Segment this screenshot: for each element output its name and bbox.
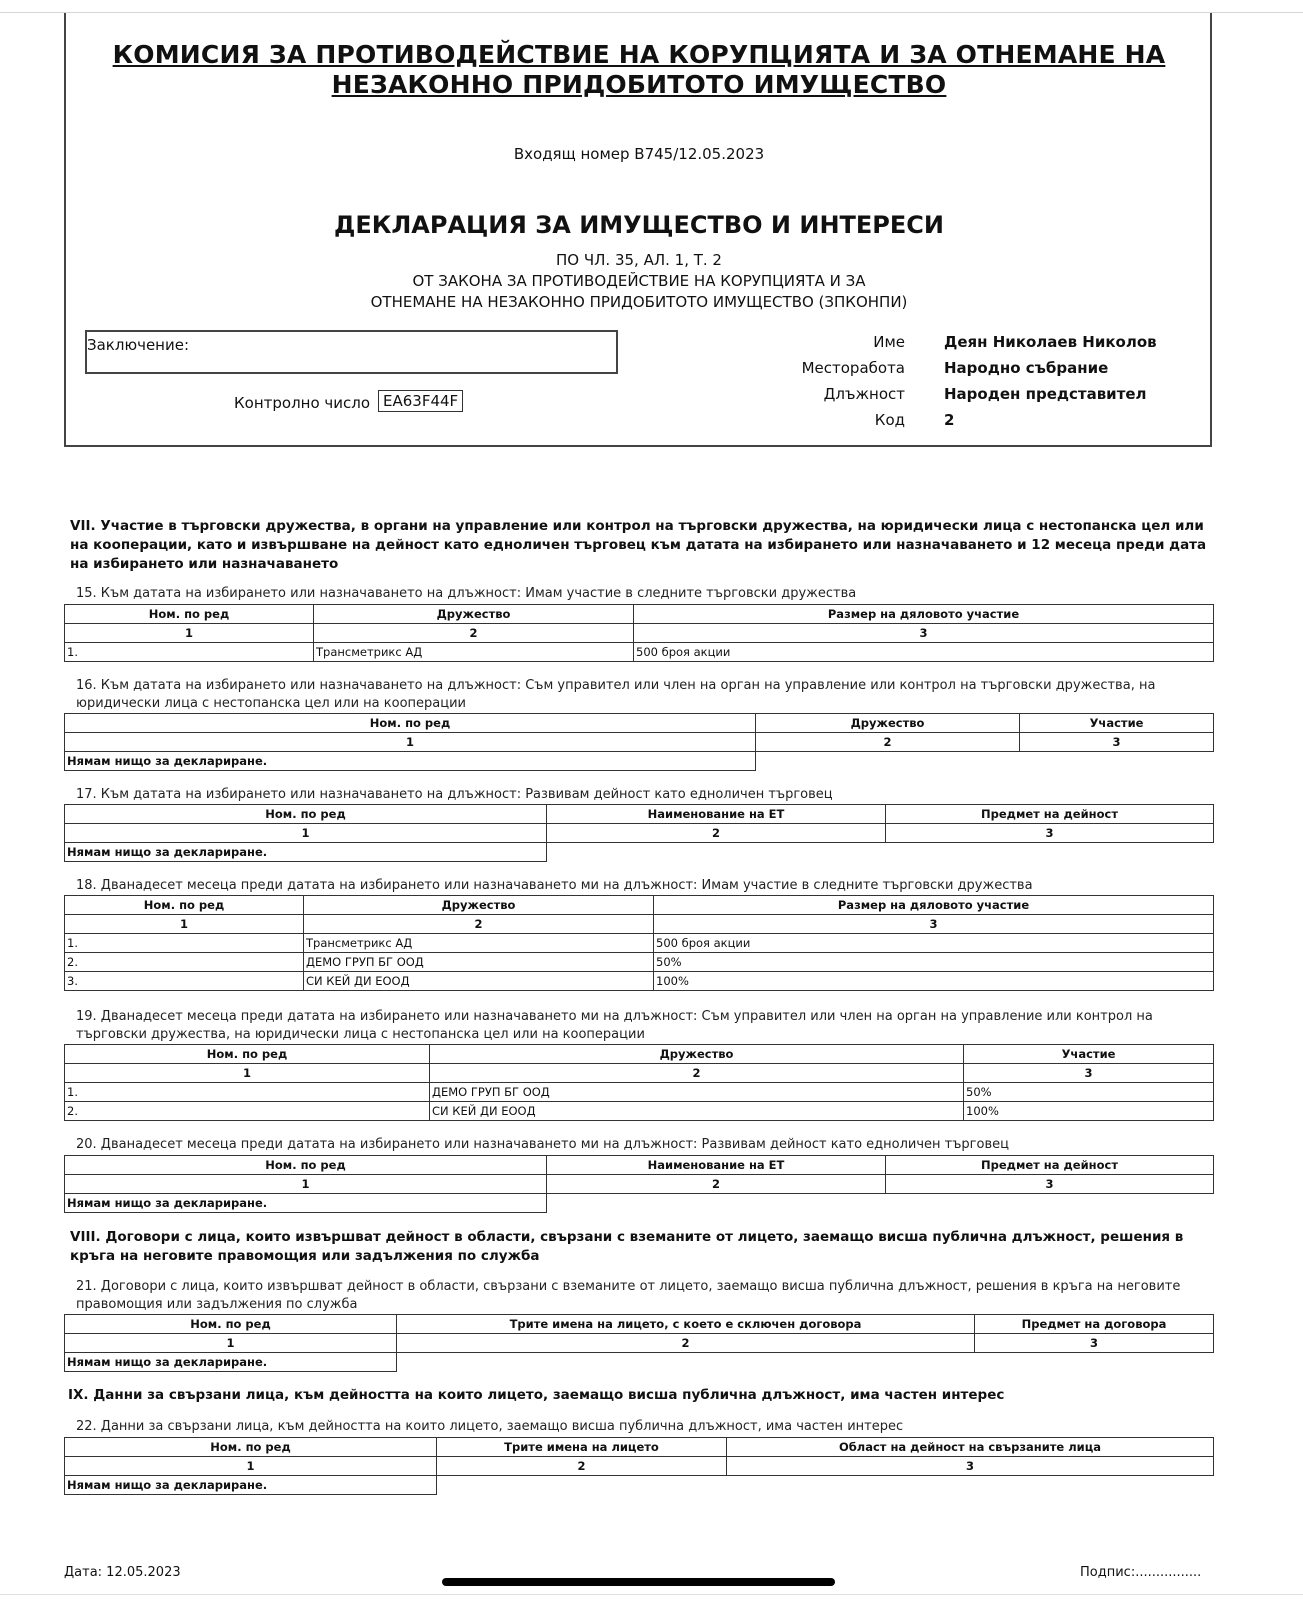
nothing-to-declare: Нямам нищо за деклариране. [65,1353,397,1372]
column-number: 2 [304,915,654,934]
share-cell: 500 броя акции [634,643,1214,662]
code-label: Код [874,411,905,429]
table-row [65,1353,1214,1372]
header-cell: Предмет на дейност [886,1156,1214,1175]
table-18 [64,895,1214,991]
org-title-line-2: НЕЗАКОННО ПРИДОБИТОТО ИМУЩЕСТВО [331,70,947,99]
name-value: Деян Николаев Николов [944,333,1157,351]
empty-cell [886,1194,1214,1213]
control-number-value: EA63F44F [378,390,463,412]
header-cell: Трите имена на лицето [437,1438,727,1457]
row-number: 1. [65,1083,430,1102]
header-cell: Ном. по ред [65,605,314,624]
share-cell: 100% [654,972,1214,991]
column-number-row [65,733,1214,752]
empty-cell [437,1476,727,1495]
share-cell: 500 броя акции [654,934,1214,953]
column-number: 1 [65,1175,547,1194]
company-cell: ДЕМО ГРУП БГ ООД [430,1083,964,1102]
question-15: 15. Към датата на избирането или назначаването на длъжност: Имам участие в следните търговски дружества [76,586,857,601]
header-cell: Размер на дяловото участие [634,605,1214,624]
column-number: 1 [65,915,304,934]
column-number: 1 [65,824,547,843]
table-21 [64,1314,1214,1372]
table-row [65,972,1214,991]
row-number: 2. [65,1102,430,1121]
table-header-row [65,896,1214,915]
table-17 [64,804,1214,862]
table-row [65,1102,1214,1121]
empty-cell [1020,752,1214,771]
nothing-to-declare: Нямам нищо за деклариране. [65,843,547,862]
company-cell: ДЕМО ГРУП БГ ООД [304,953,654,972]
company-cell: СИ КЕЙ ДИ ЕООД [304,972,654,991]
section-ix-title: IX. Данни за свързани лица, към дейността на които лицето, заемащо висша публична длъжност, има частен интерес [68,1387,1005,1403]
footer-signature: Подпис:................ [1080,1565,1202,1580]
code-value: 2 [944,411,955,429]
conclusion-label: Заключение: [87,336,190,354]
name-label: Име [873,333,905,351]
incoming-number: Входящ номер B745/12.05.2023 [513,145,765,163]
row-number: 1. [65,934,304,953]
header-cell: Участие [1020,714,1214,733]
section-vii-title: VII. Участие в търговски дружества, в органи на управление или контрол на търговски дружества, на юридически лица с нестопанска цел или на кооперации, като и извършване на дейност като едноличен търговец към датата на избирането или назначаването и 12 месеца преди дата на избирането или назначаването [70,518,1207,572]
subtitle-line-2: ОТ ЗАКОНА ЗА ПРОТИВОДЕЙСТВИЕ НА КОРУПЦИЯТА И ЗА [412,272,866,290]
table-row [65,843,1214,862]
table-16 [64,713,1214,771]
header-cell: Предмет на договора [975,1315,1214,1334]
table-header-row [65,1315,1214,1334]
header-cell: Участие [964,1045,1214,1064]
header-cell: Наименование на ЕТ [547,805,886,824]
table-header-row [65,714,1214,733]
question-21: 21. Договори с лица, които извършват дейност в области, свързани с вземаните от лицето, заемащо висша публична длъжност, решения в кръга на неговите правомощия или задължения по служба [76,1279,1181,1312]
participation-cell: 100% [964,1102,1214,1121]
question-20: 20. Дванадесет месеца преди датата на избирането или назначаването ми на длъжност: Развивам дейност като едноличен търговец [76,1137,1009,1152]
header-cell: Предмет на дейност [886,805,1214,824]
table-row [65,953,1214,972]
subtitle-line-3: ОТНЕМАНЕ НА НЕЗАКОННО ПРИДОБИТОТО ИМУЩЕСТВО (ЗПКОНПИ) [370,293,908,311]
table-row [65,934,1214,953]
footer-date: Дата: 12.05.2023 [64,1565,181,1580]
column-number-row [65,624,1214,643]
conclusion-box [85,330,618,374]
header-cell: Наименование на ЕТ [547,1156,886,1175]
row-number: 1. [65,643,314,662]
org-title-line-1: КОМИСИЯ ЗА ПРОТИВОДЕЙСТВИЕ НА КОРУПЦИЯТА И ЗА ОТНЕМАНЕ НА [112,40,1166,69]
column-number: 3 [727,1457,1214,1476]
column-number: 3 [634,624,1214,643]
company-cell: Трансметрикс АД [304,934,654,953]
header-cell: Ном. по ред [65,714,756,733]
header-cell: Дружество [430,1045,964,1064]
row-number: 3. [65,972,304,991]
position-value: Народен представител [944,385,1147,403]
table-22 [64,1437,1214,1495]
table-row [65,1083,1214,1102]
column-number-row [65,1334,1214,1353]
organization-title [64,40,1214,100]
bottom-divider [0,1594,1303,1595]
question-18: 18. Дванадесет месеца преди датата на избирането или назначаването ми на длъжност: Имам участие в следните търговски дружества [76,878,1033,893]
question-22: 22. Данни за свързани лица, към дейността на които лицето, заемащо висша публична длъжност, има частен интерес [76,1419,904,1434]
empty-cell [727,1476,1214,1495]
column-number-row [65,1064,1214,1083]
header-cell: Ном. по ред [65,896,304,915]
column-number-row [65,1457,1214,1476]
column-number: 2 [547,824,886,843]
empty-cell [397,1353,975,1372]
column-number: 1 [65,1064,430,1083]
table-header-row [65,1156,1214,1175]
header-cell: Дружество [304,896,654,915]
question-16 [64,677,1214,713]
column-number: 2 [430,1064,964,1083]
table-header-row [65,1438,1214,1457]
column-number: 2 [547,1175,886,1194]
empty-cell [547,843,886,862]
declaration-subtitle [64,250,1214,313]
column-number-row [65,1175,1214,1194]
column-number: 1 [65,624,314,643]
workplace-label: Месторабота [801,359,905,377]
table-header-row [65,605,1214,624]
column-number-row [65,915,1214,934]
question-16-text: 16. Към датата на избирането или назначаването на длъжност: Съм управител или член на орган на управление или контрол на търговски дружества, на юридически лица с нестопанска цел или на кооперации [76,678,1156,711]
row-number: 2. [65,953,304,972]
participation-cell: 50% [964,1083,1214,1102]
column-number: 1 [65,1457,437,1476]
company-cell: СИ КЕЙ ДИ ЕООД [430,1102,964,1121]
nothing-to-declare: Нямам нищо за деклариране. [65,1476,437,1495]
home-indicator-bar[interactable] [442,1578,835,1586]
table-header-row [65,805,1214,824]
column-number: 1 [65,1334,397,1353]
table-20 [64,1155,1214,1213]
header-cell: Ном. по ред [65,1045,430,1064]
column-number-row [65,824,1214,843]
declaration-title: ДЕКЛАРАЦИЯ ЗА ИМУЩЕСТВО И ИНТЕРЕСИ [333,211,944,239]
table-19 [64,1044,1214,1121]
nothing-to-declare: Нямам нищо за деклариране. [65,1194,547,1213]
nothing-to-declare: Нямам нищо за деклариране. [65,752,756,771]
workplace-value: Народно събрание [944,359,1109,377]
position-label: Длъжност [823,385,905,403]
header-cell: Област на дейност на свързаните лица [727,1438,1214,1457]
column-number: 2 [437,1457,727,1476]
header-cell: Дружество [314,605,634,624]
column-number: 3 [886,1175,1214,1194]
header-cell: Размер на дяловото участие [654,896,1214,915]
table-header-row [65,1045,1214,1064]
section-viii-title: VIII. Договори с лица, които извършват дейност в области, свързани с вземаните от лицето, заемащо висша публична длъжност, решения в кръга на неговите правомощия или задължения по служба [70,1229,1184,1264]
column-number: 2 [314,624,634,643]
empty-cell [975,1353,1214,1372]
column-number: 3 [654,915,1214,934]
share-cell: 50% [654,953,1214,972]
column-number: 1 [65,733,756,752]
header-cell: Трите имена на лицето, с което е сключен договора [397,1315,975,1334]
empty-cell [886,843,1214,862]
column-number: 2 [397,1334,975,1353]
table-row [65,1194,1214,1213]
header-cell: Дружество [756,714,1020,733]
company-cell: Трансметрикс АД [314,643,634,662]
header-cell: Ном. по ред [65,1156,547,1175]
subtitle-line-1: ПО ЧЛ. 35, АЛ. 1, Т. 2 [556,251,722,269]
table-row [65,752,1214,771]
column-number: 3 [1020,733,1214,752]
question-17: 17. Към датата на избирането или назначаването на длъжност: Развивам дейност като едноличен търговец [76,787,833,802]
column-number: 2 [756,733,1020,752]
question-19: 19. Дванадесет месеца преди датата на избирането или назначаването ми на длъжност: Съм управител или член на орган на управление или контрол на търговски дружества, на юридически лица с нестопанска цел или на кооперации [76,1009,1153,1042]
table-row [65,643,1214,662]
header-cell: Ном. по ред [65,1315,397,1334]
header-cell: Ном. по ред [65,1438,437,1457]
column-number: 3 [964,1064,1214,1083]
column-number: 3 [886,824,1214,843]
table-15 [64,604,1214,662]
header-cell: Ном. по ред [65,805,547,824]
empty-cell [547,1194,886,1213]
empty-cell [756,752,1020,771]
column-number: 3 [975,1334,1214,1353]
table-row [65,1476,1214,1495]
control-number-label: Контролно число [234,394,371,412]
